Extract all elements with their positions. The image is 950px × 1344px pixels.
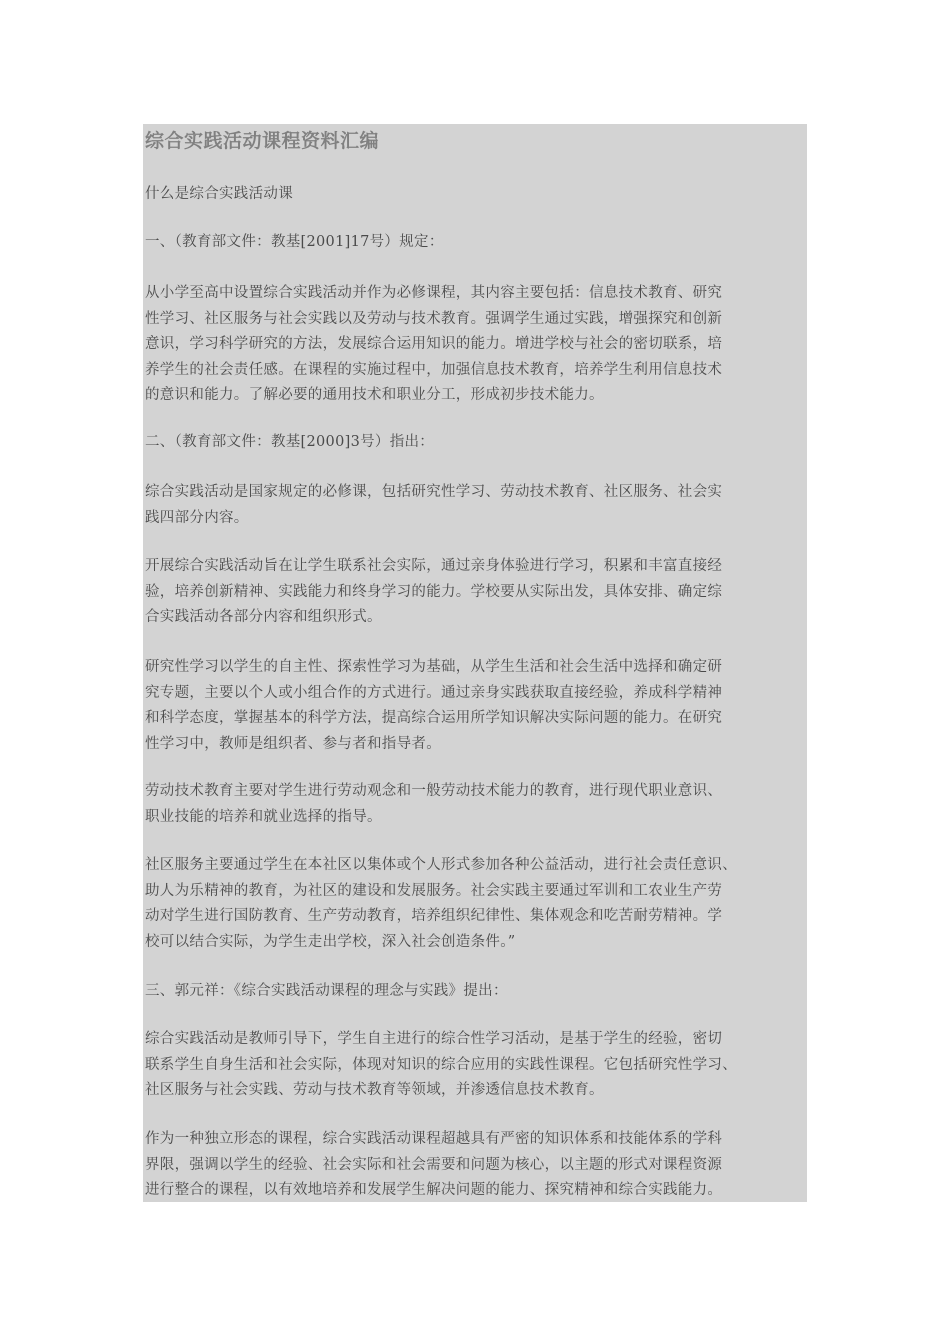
para-8 — [145, 1127, 805, 1204]
text-line: 意识，学习科学研究的方法，发展综合运用知识的能力。增进学校与社会的密切联系，培 — [145, 336, 723, 352]
text-line: 合实践活动各部分内容和组织形式。 — [145, 609, 382, 625]
subtitle-para — [145, 182, 805, 208]
para-4 — [145, 655, 805, 757]
text-line: 社区服务主要通过学生在本社区以集体或个人形式参加各种公益活动，进行社会责任意识、 — [145, 857, 737, 873]
text-line: 综合实践活动是国家规定的必修课，包括研究性学习、劳动技术教育、社区服务、社会实 — [145, 484, 723, 500]
section-heading-3 — [145, 979, 805, 1005]
text-line: 动对学生进行国防教育、生产劳动教育，培养组织纪律性、集体观念和吃苦耐劳精神。学 — [145, 908, 723, 924]
text-line: 二、（教育部文件：教基[2000]3号）指出： — [145, 434, 435, 450]
text-line: 校可以结合实际，为学生走出学校，深入社会创造条件。” — [145, 933, 516, 950]
text-line: 综合实践活动是教师引导下，学生自主进行的综合性学习活动，是基于学生的经验，密切 — [145, 1031, 723, 1047]
text-line: 践四部分内容。 — [145, 509, 249, 526]
text-line: 什么是综合实践活动课 — [145, 186, 293, 202]
text-line: 三、郭元祥：《综合实践活动课程的理念与实践》提出： — [145, 983, 508, 999]
text-line: 劳动技术教育主要对学生进行劳动观念和一般劳动技术能力的教育，进行现代职业意识、 — [145, 783, 723, 799]
text-line: 究专题，主要以个人或小组合作的方式进行。通过亲身实践获取直接经验，养成科学精神 — [145, 684, 723, 701]
document-title: 综合实践活动课程资料汇编 — [145, 130, 380, 152]
para-3 — [145, 554, 805, 631]
text-line: 性学习中，教师是组织者、参与者和指导者。 — [145, 735, 441, 752]
text-line: 开展综合实践活动旨在让学生联系社会实际，通过亲身体验进行学习，积累和丰富直接经 — [145, 558, 723, 574]
text-line: 一、（教育部文件：教基[2001]17号）规定： — [145, 234, 444, 250]
text-line: 验，培养创新精神、实践能力和终身学习的能力。学校要从实际出发，具体安排、确定综 — [145, 583, 723, 600]
text-line: 和科学态度，掌握基本的科学方法，提高综合运用所学知识解决实际问题的能力。在研究 — [145, 710, 723, 726]
text-line: 从小学至高中设置综合实践活动并作为必修课程，其内容主要包括：信息技术教育、研究 — [145, 285, 723, 301]
text-line: 进行整合的课程，以有效地培养和发展学生解决问题的能力、探究精神和综合实践能力。 — [145, 1182, 723, 1198]
para-2 — [145, 480, 805, 531]
para-6 — [145, 853, 805, 955]
text-line: 助人为乐精神的教育，为社区的建设和发展服务。社会实践主要通过军训和工农业生产劳 — [145, 882, 723, 899]
text-line: 联系学生自身生活和社会实际，体现对知识的综合应用的实践性课程。它包括研究性学习、 — [145, 1056, 737, 1073]
text-line: 的意识和能力。了解必要的通用技术和职业分工，形成初步技术能力。 — [145, 387, 604, 403]
para-5 — [145, 779, 805, 830]
text-line: 养学生的社会责任感。在课程的实施过程中，加强信息技术教育，培养学生利用信息技术 — [145, 361, 723, 378]
section-heading-2 — [145, 430, 805, 456]
text-line: 界限，强调以学生的经验、社会实际和社会需要和问题为核心，以主题的形式对课程资源 — [145, 1156, 723, 1173]
section-heading-1 — [145, 230, 805, 256]
text-line: 研究性学习以学生的自主性、探索性学习为基础，从学生生活和社会生活中选择和确定研 — [145, 659, 723, 675]
text-line: 性学习、社区服务与社会实践以及劳动与技术教育。强调学生通过实践，增强探究和创新 — [145, 310, 723, 327]
para-1 — [145, 281, 805, 409]
text-line: 作为一种独立形态的课程，综合实践活动课程超越具有严密的知识体系和技能体系的学科 — [145, 1131, 723, 1147]
text-line: 社区服务与社会实践、劳动与技术教育等领域，并渗透信息技术教育。 — [145, 1082, 604, 1098]
text-line: 职业技能的培养和就业选择的指导。 — [145, 808, 382, 825]
para-7 — [145, 1027, 805, 1104]
